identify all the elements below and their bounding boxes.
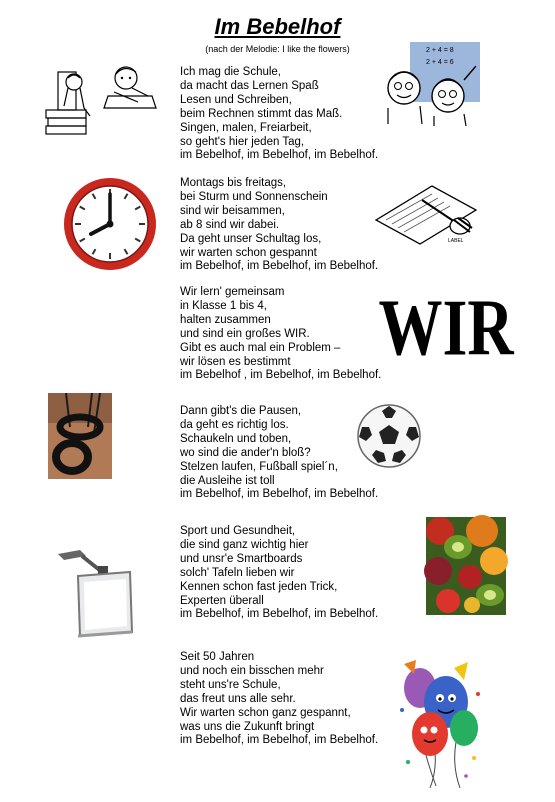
- verse-line: Dann gibt's die Pausen,: [180, 405, 302, 417]
- writing-child-illustration: [102, 62, 158, 112]
- verse-line: ab 8 sind wir dabei.: [180, 218, 280, 231]
- wir-label: WIR: [378, 282, 514, 373]
- verse-line: Seit 50 Jahren: [180, 651, 255, 663]
- tire-swing-photo: [48, 393, 112, 479]
- blackboard-children-illustration: [382, 40, 482, 126]
- verse-line: die sind ganz wichtig hier: [180, 538, 309, 551]
- verse-line: Lesen und Schreiben,: [180, 93, 292, 106]
- wir-word-art: [378, 282, 514, 382]
- stanza-2: [180, 177, 378, 274]
- board-equation-1: 2 + 4 = 8: [426, 47, 454, 54]
- stanza-4: [180, 405, 378, 502]
- board-equation-2: 2 + 4 = 6: [426, 59, 454, 66]
- verse-line: wo sind die ander'n bloß?: [180, 446, 311, 459]
- verse-line: beim Rechnen stimmt das Maß.: [180, 107, 343, 120]
- stanza-5: [180, 525, 378, 622]
- reading-child-illustration: [44, 66, 104, 142]
- verse-line: Singen, malen, Freiarbeit,: [180, 121, 312, 134]
- fruit-photo: [426, 517, 506, 615]
- verse-line: da macht das Lernen Spaß: [180, 79, 319, 92]
- verse-line: Gibt es auch mal ein Problem –: [180, 341, 341, 354]
- verse-line: Wir lern' gemeinsam: [180, 286, 285, 298]
- verse-line: im Bebelhof, im Bebelhof, im Bebelhof.: [180, 149, 379, 162]
- stanza-1: [180, 66, 378, 163]
- page-subtitle: (nach der Melodie: I like the flowers): [205, 44, 350, 54]
- verse-line: im Bebelhof, im Bebelhof, im Bebelhof.: [180, 260, 379, 273]
- tablet-mark: LABEL: [448, 238, 464, 244]
- verse-line: Wir warten schon ganz gespannt,: [180, 706, 351, 719]
- verse-line: Montags bis freitags,: [180, 177, 287, 189]
- smartboard-illustration: [56, 548, 136, 642]
- verse-line: im Bebelhof, im Bebelhof, im Bebelhof.: [180, 608, 379, 621]
- verse-line: das freut uns alle sehr.: [180, 692, 296, 705]
- verse-line: Da geht unser Schultag los,: [180, 232, 322, 245]
- verse-line: solch' Tafeln lieben wir: [180, 566, 295, 579]
- party-balloons-illustration: [394, 658, 490, 790]
- verse-line: steht uns're Schule,: [180, 678, 281, 691]
- verse-line: und unsr'e Smartboards: [180, 552, 303, 565]
- verse-line: wir lösen es bestimmt: [180, 355, 291, 368]
- verse-line: was uns die Zukunft bringt: [180, 720, 315, 733]
- clock-illustration: [62, 176, 158, 272]
- verse-line: und sind ein großes WIR.: [180, 327, 310, 340]
- verse-line: Kennen schon fast jeden Trick,: [180, 580, 338, 593]
- stanza-6: [180, 651, 378, 748]
- verse-line: da geht es richtig los.: [180, 418, 289, 431]
- verse-line: in Klasse 1 bis 4,: [180, 299, 267, 312]
- verse-line: die Ausleihe ist toll: [180, 474, 275, 487]
- verse-line: Stelzen laufen, Fußball spiel´n,: [180, 460, 338, 473]
- verse-line: Schaukeln und toben,: [180, 432, 292, 445]
- soccer-ball-illustration: [356, 403, 422, 469]
- verse-line: und noch ein bisschen mehr: [180, 664, 324, 677]
- writing-hand-illustration: [372, 180, 482, 246]
- verse-line: Experten überall: [180, 594, 264, 607]
- page-title: Im Bebelhof: [214, 14, 341, 39]
- stanza-3: [180, 286, 381, 383]
- verse-line: so geht's hier jeden Tag,: [180, 135, 305, 148]
- verse-line: sind wir beisammen,: [180, 204, 285, 217]
- verse-line: halten zusammen: [180, 313, 271, 326]
- verse-line: im Bebelhof, im Bebelhof, im Bebelhof.: [180, 488, 379, 501]
- verse-line: Ich mag die Schule,: [180, 66, 282, 78]
- verse-line: wir warten schon gespannt: [180, 246, 317, 259]
- verse-line: bei Sturm und Sonnenschein: [180, 190, 328, 203]
- verse-line: im Bebelhof , im Bebelhof, im Bebelhof.: [180, 369, 382, 382]
- verse-line: im Bebelhof, im Bebelhof, im Bebelhof.: [180, 734, 379, 747]
- verse-line: Sport und Gesundheit,: [180, 525, 296, 537]
